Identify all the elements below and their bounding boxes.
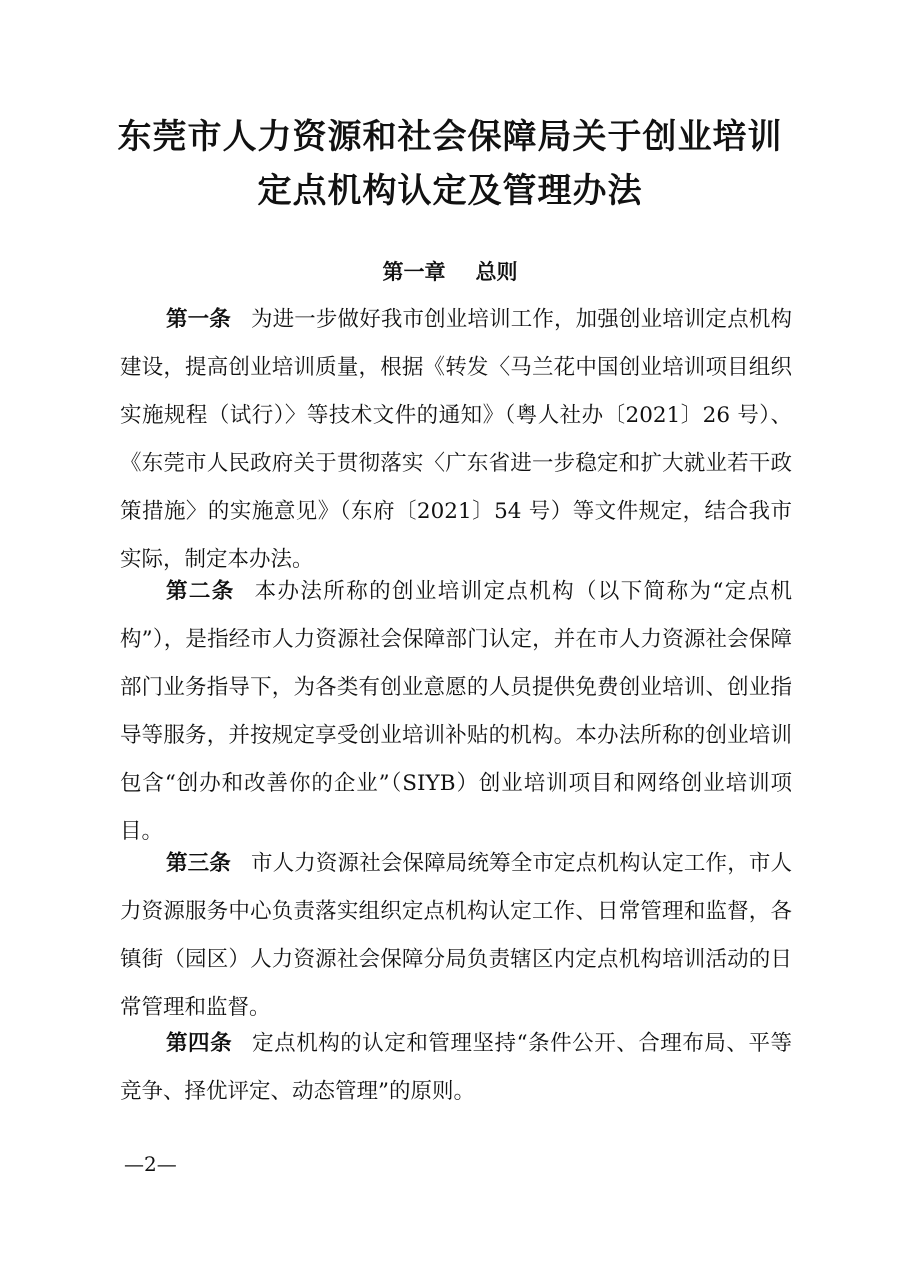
document-title-line-2: 定点机构认定及管理办法 <box>257 171 643 211</box>
document-title-line-1: 东莞市人力资源和社会保障局关于创业培训 <box>117 117 783 157</box>
article-4 <box>120 1020 792 1116</box>
article-4-text: 定点机构的认定和管理坚持“条件公开、合理布局、平等竞争、择优评定、动态管理”的原则。 <box>120 1031 792 1104</box>
article-2-label: 第二条 <box>166 579 235 604</box>
article-1-label: 第一条 <box>166 307 231 332</box>
page-number: —2— <box>124 1152 177 1176</box>
article-4-label: 第四条 <box>166 1031 233 1056</box>
chapter-number: 第一章 <box>382 260 446 284</box>
article-3-label: 第三条 <box>166 851 231 876</box>
article-2-text: 本办法所称的创业培训定点机构（以下简称为“定点机构”），是指经市人力资源社会保障部门认定，并在市人力资源社会保障部门业务指导下，为各类有创业意愿的人员提供免费创业培训、创业指导等服务，并按规定享受创业培训补贴的机构。本办法所称的创业培训包含“创办和改善你的企业”（SIYB）创业培训项目和网络创业培训项目。 <box>120 579 792 844</box>
article-3 <box>120 840 792 1032</box>
article-1-text: 为进一步做好我市创业培训工作，加强创业培训定点机构建设，提高创业培训质量，根据《转发〈马兰花中国创业培训项目组织实施规程（试行）〉等技术文件的通知》（粤人社办〔2021〕26 号）、《东莞市人民政府关于贯彻落实〈广东省进一步稳定和扩大就业若干政策措施〉的实施意见》（东府〔2021〕54 号）等文件规定，结合我市实际，制定本办法。 <box>120 307 792 572</box>
article-2 <box>120 568 792 856</box>
chapter-heading <box>0 256 900 288</box>
article-3-text: 市人力资源社会保障局统筹全市定点机构认定工作，市人力资源服务中心负责落实组织定点机构认定工作、日常管理和监督，各镇街（园区）人力资源社会保障分局负责辖区内定点机构培训活动的日常管理和监督。 <box>120 851 792 1020</box>
article-1 <box>120 296 792 584</box>
chapter-name: 总则 <box>475 260 518 284</box>
